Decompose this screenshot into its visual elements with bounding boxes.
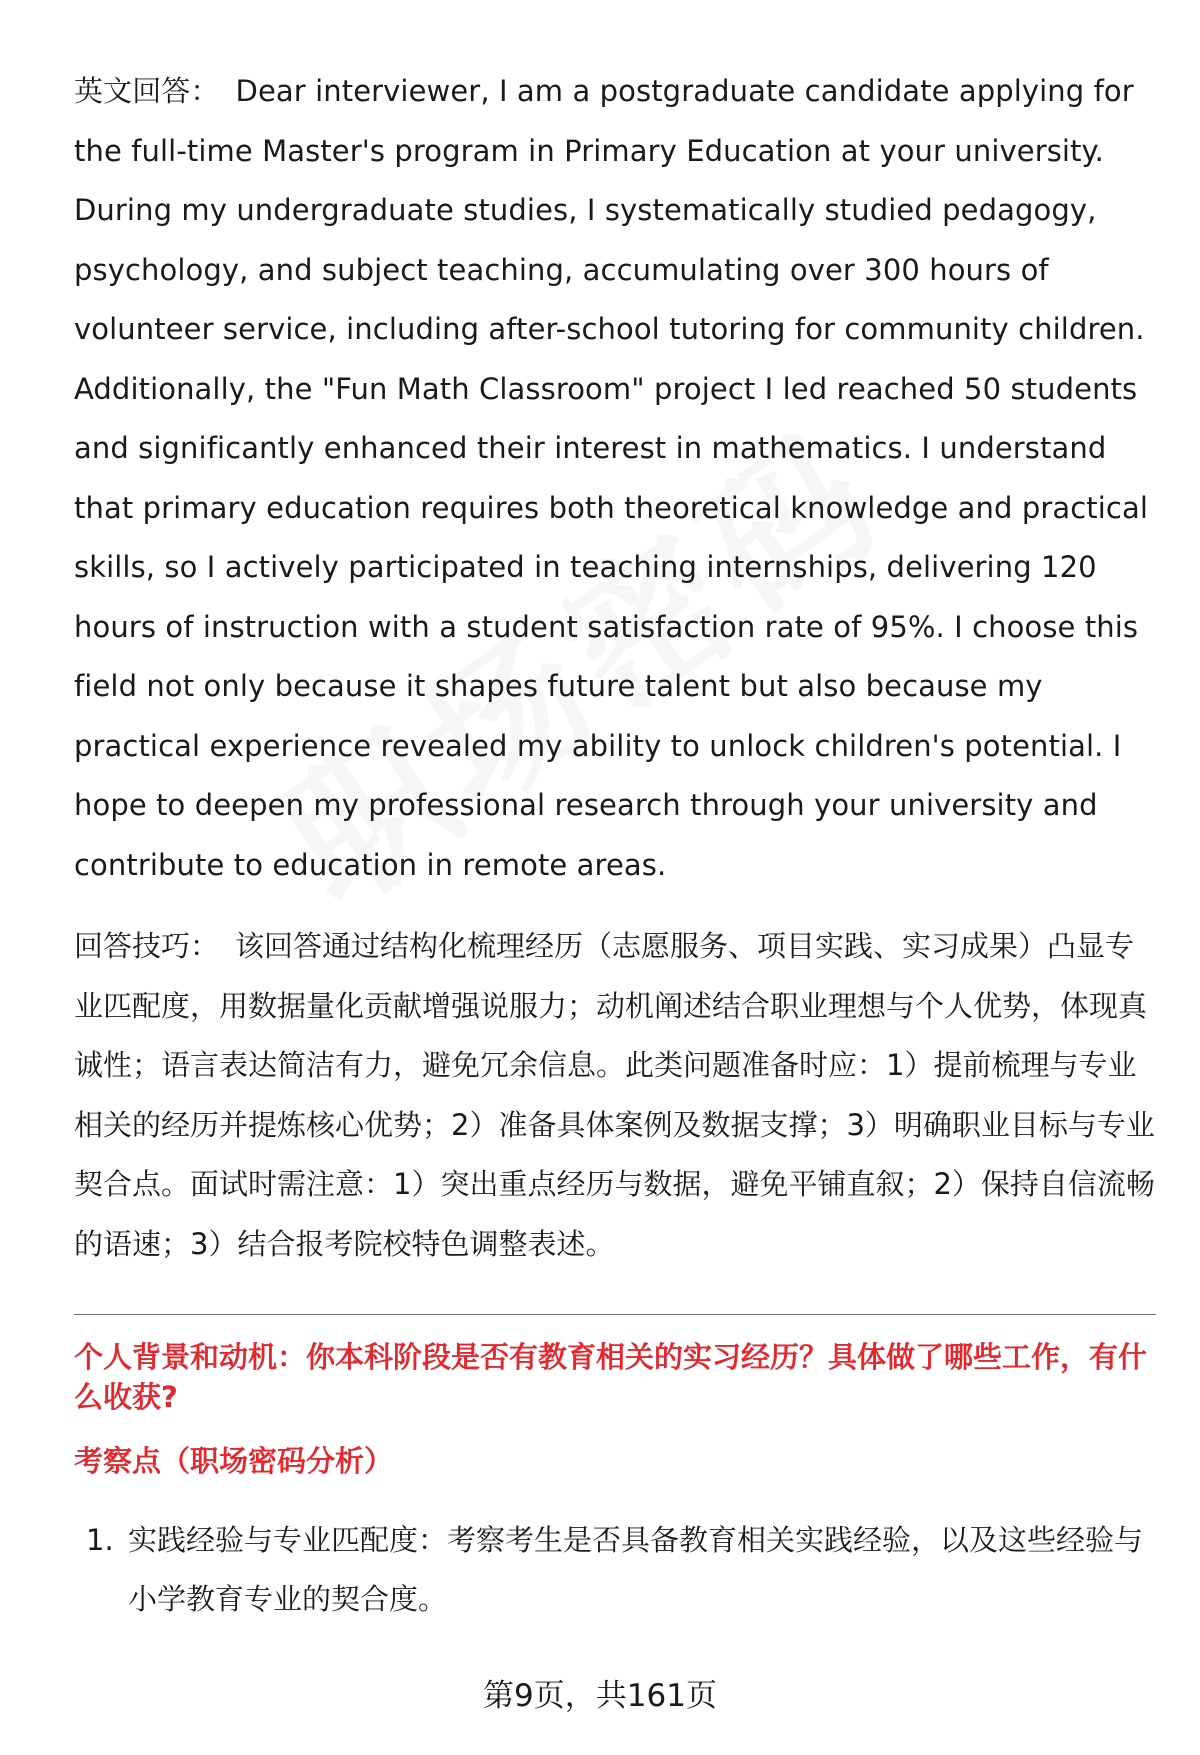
list-item-text: 实践经验与专业匹配度：考察考生是否具备教育相关实践经验，以及这些经验与小学教育专业的契合度。 bbox=[128, 1523, 1144, 1616]
answer-tips-paragraph bbox=[74, 917, 1156, 1274]
answer-tips-text: 该回答通过结构化梳理经历（志愿服务、项目实践、实习成果）凸显专业匹配度，用数据量化贡献增强说服力；动机阐述结合职业理想与个人优势，体现真诚性；语言表达简洁有力，避免冗余信息。此类问题准备时应：1）提前梳理与专业相关的经历并提炼核心优势；2）准备具体案例及数据支撑；3）明确职业目标与专业契合点。面试时需注意：1）突出重点经历与数据，避免平铺直叙；2）保持自信流畅的语速；3）结合报考院校特色调整表述。 bbox=[74, 929, 1155, 1261]
list-item bbox=[74, 1511, 1156, 1629]
english-answer-label: 英文回答： bbox=[74, 74, 220, 108]
answer-tips-label: 回答技巧： bbox=[74, 929, 220, 963]
page-number-footer: 第9页，共161页 bbox=[483, 1678, 717, 1714]
document-page bbox=[74, 62, 1156, 1645]
english-answer-text: Dear interviewer, I am a postgraduate candidate applying for the full-time Master's program in Primary Education at your university. During my undergraduate studies, I systematically studied pedagogy, psychology, and subject teaching, accumulating over 300 hours of volunteer service, including after-school tutoring for community children. Additionally, the "Fun Math Classroom" project I led reached 50 students and significantly enhanced their interest in mathematics. I understand that primary education requires both theoretical knowledge and practical skills, so I actively participated in teaching internships, delivering 120 hours of instruction with a student satisfaction rate of 95%. I choose this field not only because it shapes future talent but also because my practical experience revealed my ability to unlock children's potential. I hope to deepen my professional research through your university and contribute to education in remote areas. bbox=[74, 74, 1148, 882]
assessment-points-list bbox=[74, 1511, 1156, 1629]
section-divider bbox=[74, 1314, 1156, 1315]
list-item-number: 1. bbox=[86, 1523, 114, 1557]
english-answer-paragraph bbox=[74, 62, 1156, 895]
interview-question: 个人背景和动机：你本科阶段是否有教育相关的实习经历？具体做了哪些工作，有什么收获? bbox=[74, 1340, 1148, 1414]
assessment-points-title: 考察点（职场密码分析） bbox=[74, 1444, 394, 1478]
